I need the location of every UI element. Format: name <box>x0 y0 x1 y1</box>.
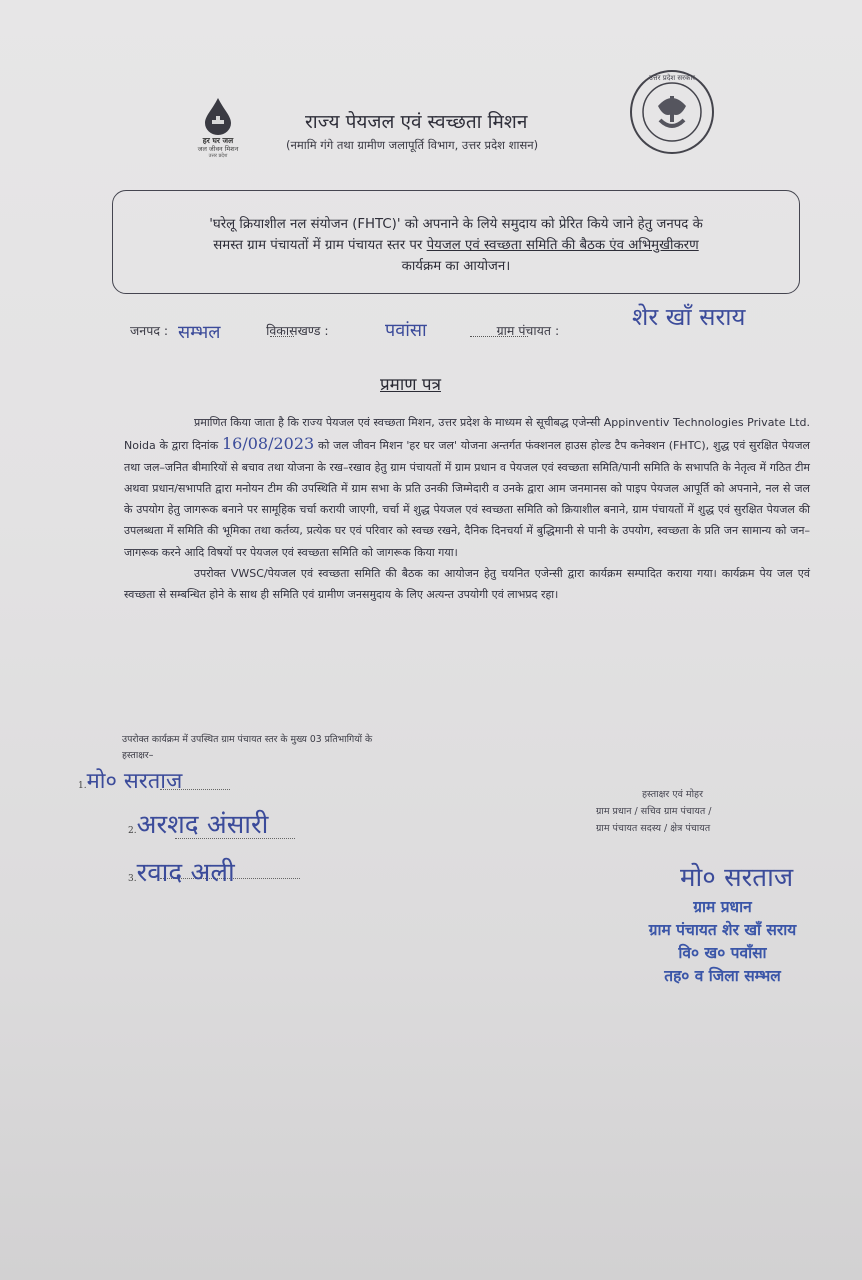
program-banner-text <box>118 214 794 277</box>
panchayat-label: ग्राम पंचायत : <box>496 323 560 338</box>
authority-signature-labels: हस्ताक्षर एवं मोहर ग्राम प्रधान / सचिव ग्राम पंचायत / ग्राम पंचायत सदस्य / क्षेत्र पंचायत <box>596 789 712 834</box>
participant-signature-1: 1.मो० सरताज <box>78 769 183 794</box>
banner-line-2b: पेयजल एवं स्वच्छता समिति की बैठक एंव अभिमुखीकरण <box>426 238 699 253</box>
participants-heading: उपरोक्त कार्यक्रम में उपस्थित ग्राम पंचायत स्तर के मुख्य 03 प्रतिभागियों के हस्ताक्षर– <box>122 734 373 761</box>
panchayat-handwritten-value: शेर खाँ सराय <box>632 303 746 331</box>
banner-line-3: कार्यक्रम का आयोजन। <box>401 259 511 274</box>
logo-state: उत्तर प्रदेश <box>208 153 228 159</box>
certificate-body <box>124 412 810 606</box>
district-dotted-line <box>270 336 294 337</box>
banner-line-1: 'घरेलू क्रियाशील नल संयोजन (FHTC)' को अपनाने के लिये समुदाय को प्रेरित किये जाने हेतु जनपद के <box>209 217 703 232</box>
jal-jeevan-logo <box>188 96 248 160</box>
date-handwritten-value: 16/08/2023 <box>222 434 315 454</box>
pradhan-signature: मो० सरताज <box>680 863 794 893</box>
pradhan-stamp: ग्राम प्रधान ग्राम पंचायत शेर खाँ सराय वि० ख० पवाँसा तह० व जिला सम्भल <box>648 898 797 985</box>
certificate-heading: प्रमाण पत्र <box>380 375 441 395</box>
participant-signature-3: 3.रवाद अली <box>128 858 235 888</box>
block-label: विकासखण्ड : <box>266 323 329 338</box>
block-dotted-line <box>470 336 528 337</box>
district-handwritten-value: सम्भल <box>178 322 221 343</box>
header-title: राज्य पेयजल एवं स्वच्छता मिशन <box>305 111 528 133</box>
certificate-paragraph-1: प्रमाणित किया जाता है कि राज्य पेयजल एवं स्वच्छता मिशन, उत्तर प्रदेश के माध्यम से सूचीबद्ध एजेन्सी Appinventiv Technologies Private Ltd. Noida के द्वारा दिनांक 16/08/2023 को जल जीवन मिशन 'हर घर जल' योजना अन्तर्गत फंक्शनल हाउस होल्ड टैप कनेक्शन (FHTC), शुद्ध एवं सुरक्षित पेयजल तथा जल–जनित बीमारियों से बचाव तथा योजना के रख–रखाव हेतु ग्राम पंचायतों में ग्राम प्रधान व पेयजल एवं स्वच्छता समिति/पानी समिति के सभापति के नेतृत्व में गठित टीम अथवा प्रधान/सभापति द्वारा मनोयन टीम की उपस्थिति में ग्राम सभा के प्रति उनकी जिम्मेदारी व उनके द्वारा आम जनमानस को पाइप पेयजल आपूर्ति को अपनाने, नल से जल के उपयोग हेतु जागरूक बनाने पर सामूहिक चर्चा करायी जाएगी, चर्चा में शुद्ध पेयजल एवं स्वच्छता समिति को क्रियाशील बनाने, ग्राम पंचायतों में शुद्ध एवं सुरक्षित पेयजल की उपलब्धता में समिति की भूमिका तथा कर्तव्य, प्रत्येक घर एवं परिवार को स्वच्छ रखने, दैनिक दिनचर्या में बुद्धिमानी से पानी के उपयोग, स्वच्छता के प्रति जन सामान्य को जन–जागरूक करने आदि विषयों पर पेयजल एवं स्वच्छता समिति को जागरूक किया गया। <box>124 416 810 559</box>
logo-subtagline: जल जीवन मिशन <box>197 145 239 153</box>
water-drop-icon <box>201 96 235 136</box>
banner-line-2 <box>118 235 794 256</box>
banner-line-2a: समस्त ग्राम पंचायतों में ग्राम पंचायत स्तर पर <box>213 238 427 253</box>
seal-text: उत्तर प्रदेश सरकार <box>648 74 696 82</box>
logo-tagline: हर घर जल <box>202 136 234 145</box>
participant-signature-2: 2.अरशद अंसारी <box>128 810 269 840</box>
up-govt-seal-icon <box>628 68 716 156</box>
district-label: जनपद : <box>130 323 169 338</box>
header-subtitle: (नमामि गंगे तथा ग्रामीण जलापूर्ति विभाग, उत्तर प्रदेश शासन) <box>286 138 539 152</box>
certificate-paragraph-2: उपरोक्त VWSC/पेयजल एवं स्वच्छता समिति की बैठक का आयोजन हेतु चयनित एजेन्सी द्वारा कार्यक्रम सम्पादित कराया गया। कार्यक्रम पेय जल एवं स्वच्छता से सम्बन्धित होने के साथ ही समिति एवं ग्रामीण जनसमुदाय के लिए अत्यन्त उपयोगी एवं लाभप्रद रहा। <box>124 567 810 602</box>
block-handwritten-value: पवांसा <box>385 320 427 341</box>
